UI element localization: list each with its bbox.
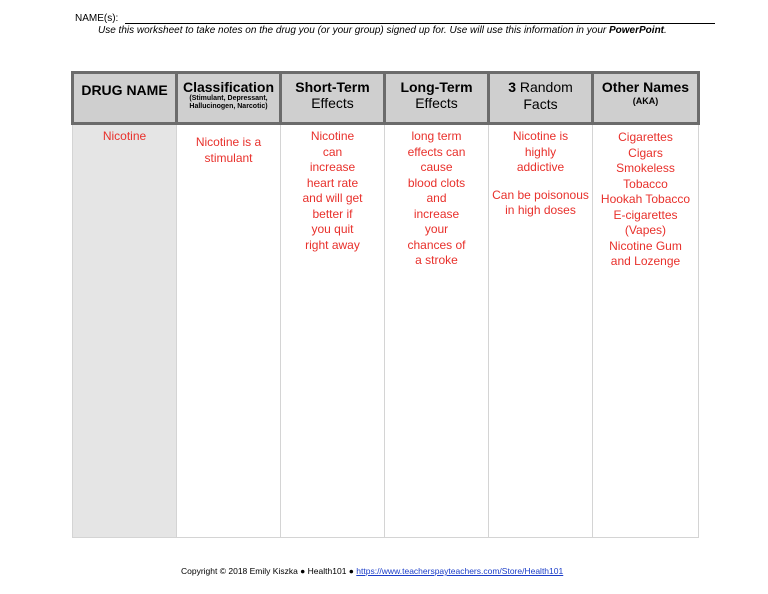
instructions-bold: PowerPoint bbox=[609, 25, 665, 36]
cell-text-line: Tobacco bbox=[623, 176, 668, 191]
drug-name-value: Nicotine bbox=[102, 129, 147, 143]
cell-text-line: increase bbox=[413, 206, 460, 221]
cell-text-line: in high doses bbox=[505, 203, 576, 217]
instructions-end: . bbox=[664, 25, 667, 36]
cell-text-line: Can be poisonous bbox=[492, 187, 589, 202]
table-header-row bbox=[73, 73, 699, 124]
cell-classification[interactable] bbox=[177, 124, 281, 538]
name-label: NAME(s): bbox=[75, 13, 119, 24]
header-classification-label: Classification bbox=[182, 79, 275, 95]
cell-text-line: stimulant bbox=[204, 150, 253, 165]
cell-text-line: better if bbox=[312, 206, 353, 221]
header-drug-name-label: DRUG NAME bbox=[81, 82, 168, 98]
header-long-term-label: Long-Term bbox=[400, 79, 473, 95]
cell-text-line: can bbox=[322, 144, 343, 159]
cell-text-line: Nicotine bbox=[310, 129, 355, 143]
header-short-term bbox=[281, 73, 385, 124]
header-random-facts-title bbox=[493, 79, 588, 96]
cell-text-line: addictive bbox=[516, 160, 565, 174]
cell-random-facts[interactable] bbox=[489, 124, 593, 538]
cell-text-line: you quit bbox=[311, 222, 354, 236]
header-classification bbox=[177, 73, 281, 124]
cell-text-line: and will get bbox=[302, 191, 363, 205]
header-classification-hint: (Stimulant, Depressant, Hallucinogen, Narcotic) bbox=[189, 95, 268, 110]
cell-text-line: and bbox=[426, 191, 447, 205]
header-random-facts-sub: Facts bbox=[523, 96, 558, 112]
cell-text-line: Cigars bbox=[628, 145, 663, 160]
cell-other-names[interactable] bbox=[593, 124, 699, 538]
cell-text-line: E-cigarettes bbox=[613, 207, 678, 222]
drug-worksheet-table bbox=[71, 71, 700, 538]
cell-text-line: right away bbox=[305, 237, 360, 252]
header-other-names-aka: (AKA) bbox=[632, 96, 659, 106]
cell-text-line: cause bbox=[420, 160, 453, 174]
cell-text-line: a stroke bbox=[415, 253, 458, 267]
cell-text-line: Nicotine is bbox=[512, 129, 569, 143]
cell-text-line: increase bbox=[309, 160, 356, 174]
name-underline bbox=[125, 23, 715, 24]
instructions-text: Use this worksheet to take notes on the drug you (or your group) signed up for. Use will use this information in your bbox=[98, 25, 609, 36]
header-random-facts-number: 3 bbox=[508, 79, 516, 95]
name-field[interactable] bbox=[75, 13, 715, 25]
header-random-facts bbox=[489, 73, 593, 124]
cell-text-line: and Lozenge bbox=[610, 254, 681, 268]
header-short-term-sub: Effects bbox=[311, 95, 354, 111]
instructions bbox=[98, 25, 667, 37]
cell-short-term[interactable] bbox=[281, 124, 385, 538]
cell-text-line: Nicotine Gum bbox=[609, 238, 682, 253]
cell-text-line: your bbox=[424, 222, 449, 236]
footer bbox=[181, 566, 563, 576]
cell-text-line: long term bbox=[411, 129, 462, 143]
cell-long-term[interactable] bbox=[385, 124, 489, 538]
cell-text-line: Smokeless bbox=[616, 161, 675, 175]
footer-store-link[interactable]: https://www.teacherspayteachers.com/Store/Health101 bbox=[356, 566, 564, 576]
cell-text-line: heart rate bbox=[306, 175, 359, 190]
cell-text-line: Nicotine is a bbox=[195, 135, 262, 149]
header-long-term bbox=[385, 73, 489, 124]
cell-text-line: Cigarettes bbox=[618, 130, 673, 144]
cell-gap bbox=[492, 176, 589, 188]
header-long-term-sub: Effects bbox=[415, 95, 458, 111]
table-row bbox=[73, 124, 699, 538]
cell-text-line: chances of bbox=[407, 237, 466, 252]
header-short-term-label: Short-Term bbox=[295, 79, 370, 95]
cell-text-line: blood clots bbox=[407, 175, 466, 190]
cell-text-line: Hookah Tobacco bbox=[600, 192, 691, 206]
cell-text-line: effects can bbox=[407, 144, 466, 159]
cell-text-line: highly bbox=[524, 144, 557, 159]
header-drug-name bbox=[73, 73, 177, 124]
header-other-names-label: Other Names bbox=[601, 79, 690, 95]
footer-copyright: Copyright © 2018 Emily Kiszka ● Health101 ● bbox=[181, 566, 357, 576]
cell-drug-name[interactable] bbox=[73, 124, 177, 538]
header-other-names bbox=[593, 73, 699, 124]
header-random-facts-word: Random bbox=[515, 79, 573, 95]
cell-text-line: (Vapes) bbox=[624, 223, 667, 237]
